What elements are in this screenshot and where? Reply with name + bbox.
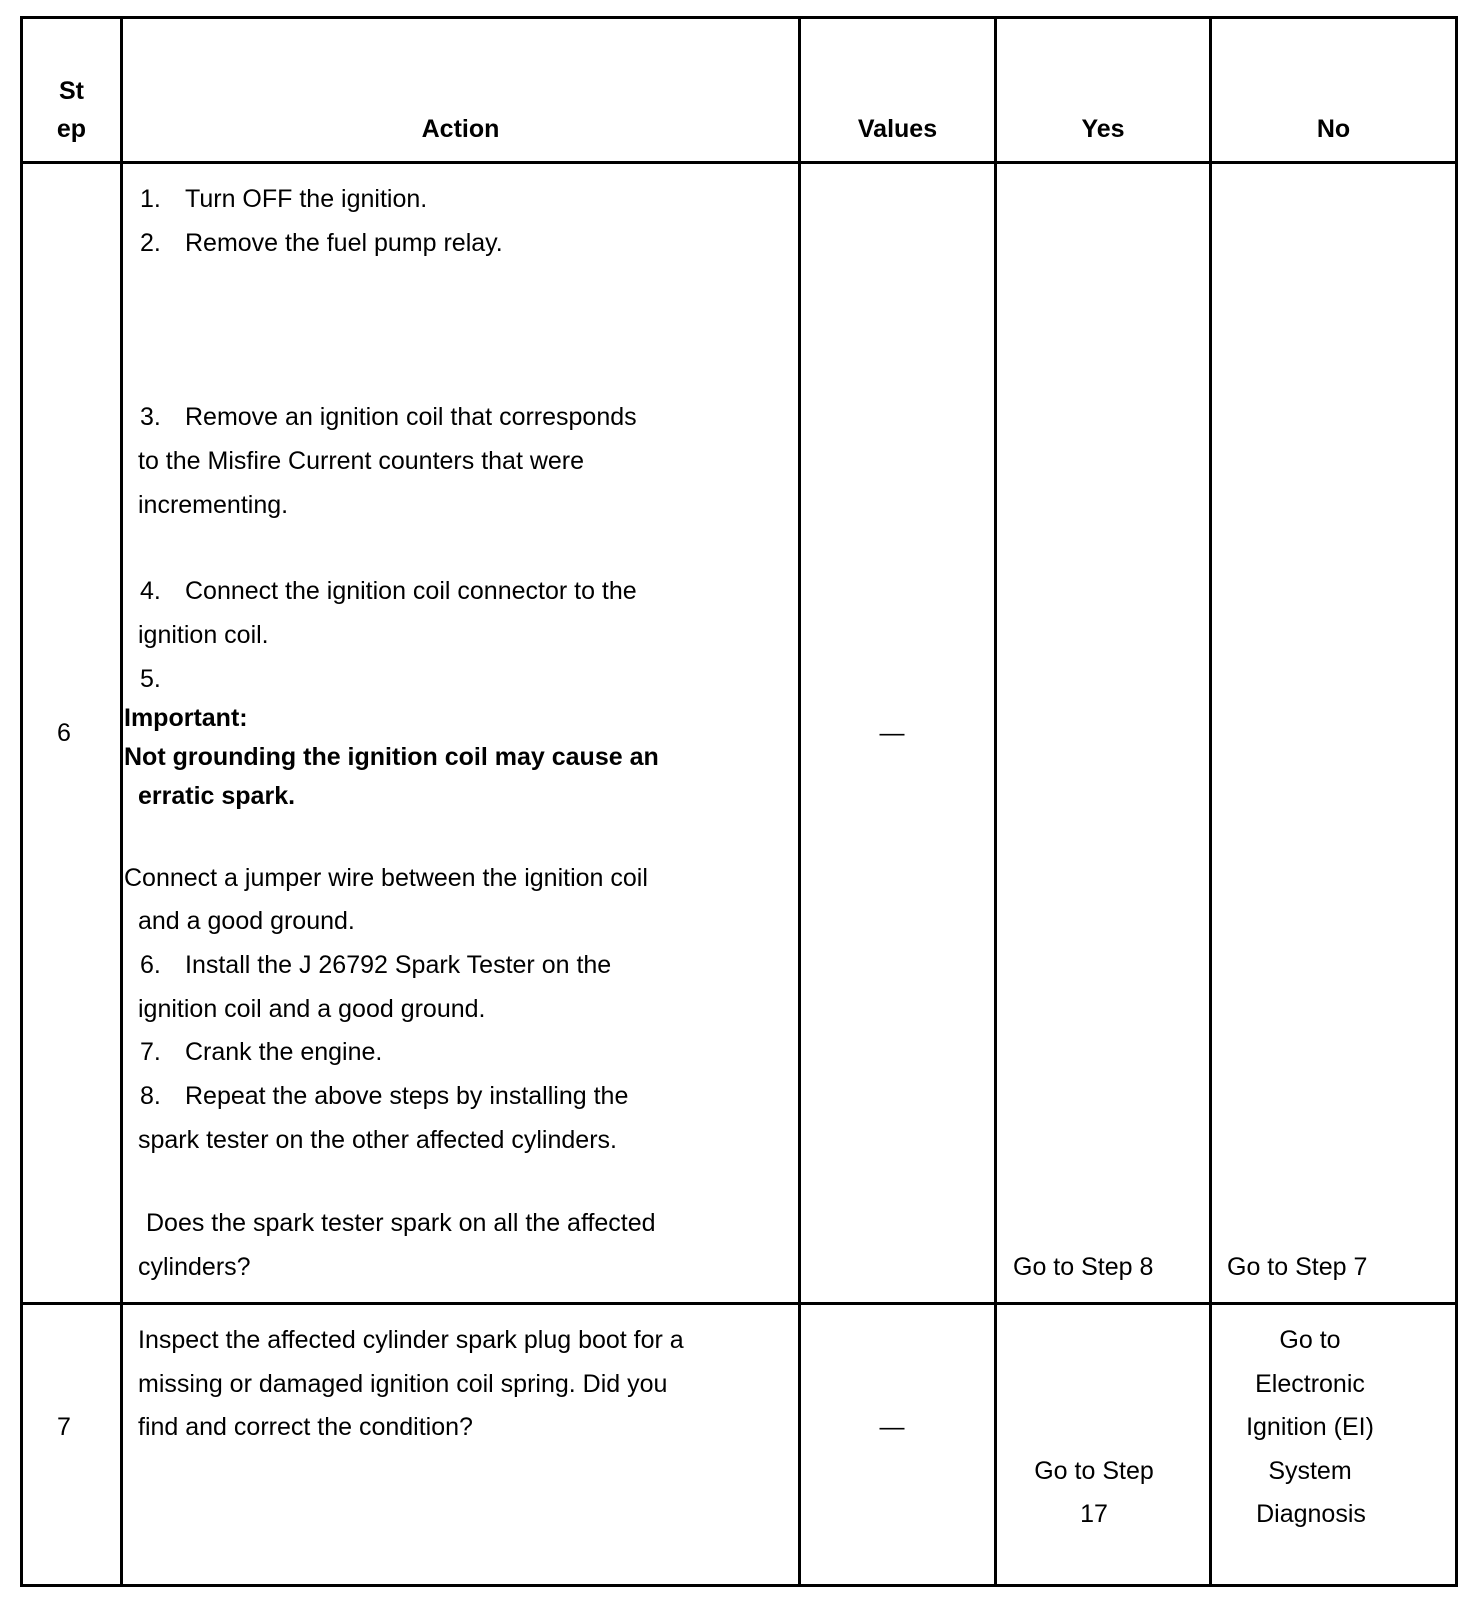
no-result: Electronic [1255,1370,1365,1398]
table-border-top [20,16,1458,19]
values-cell: — [879,1413,905,1441]
action-item-number: 7. [140,1038,161,1066]
header-no: No [1316,115,1351,143]
action-item-number: 5. [140,665,161,693]
column-divider [994,17,997,1586]
table-border-right [1455,17,1458,1586]
action-text: find and correct the condition? [138,1413,473,1441]
action-item-continued: and a good ground. [138,907,355,935]
column-divider [120,17,123,1586]
action-item-continued: to the Misfire Current counters that were [138,447,585,475]
header-yes: Yes [1081,115,1125,143]
action-item-continued: spark tester on the other affected cylinders. [138,1126,617,1154]
no-result: System [1268,1457,1352,1485]
no-result: Ignition (EI) [1246,1413,1374,1441]
diagnostic-question: cylinders? [138,1253,251,1281]
header-step [23,72,120,148]
action-item-number: 1. [140,185,161,213]
important-note: Not grounding the ignition coil may cause an [124,743,659,771]
step-number: 6 [57,719,71,747]
important-note: erratic spark. [138,782,296,810]
action-item: Crank the engine. [185,1038,383,1066]
action-item: Turn OFF the ignition. [185,185,428,213]
values-cell: — [879,719,905,747]
table-border-bottom [20,1584,1458,1587]
no-result: Go to Step 7 [1227,1253,1368,1281]
action-item: Connect the ignition coil connector to the [185,577,637,605]
yes-result: Go to Step 8 [1013,1253,1154,1281]
header-action: Action [421,115,500,143]
no-result: Diagnosis [1256,1500,1366,1528]
action-item: Repeat the above steps by installing the [185,1082,629,1110]
action-item: Install the J 26792 Spark Tester on the [185,951,612,979]
header-step-line2: ep [56,115,87,143]
action-text: missing or damaged ignition coil spring. Did you [138,1370,668,1398]
action-item-number: 6. [140,951,161,979]
action-item-continued: incrementing. [138,491,289,519]
action-item-number: 4. [140,577,161,605]
action-item-continued: ignition coil. [138,621,269,649]
action-item-continued: ignition coil and a good ground. [138,995,486,1023]
row-divider [20,1302,1458,1305]
yes-result: 17 [1080,1500,1108,1528]
action-item-number: 3. [140,403,161,431]
table-border-left [20,17,23,1586]
header-divider [20,161,1458,164]
action-item-number: 8. [140,1082,161,1110]
column-divider [798,17,801,1586]
important-label: Important: [124,704,248,732]
action-item-number: 2. [140,229,161,257]
header-step-line1: St [59,77,84,105]
header-values: Values [857,115,938,143]
action-item: Connect a jumper wire between the ignition coil [124,864,648,892]
action-item: Remove the fuel pump relay. [185,229,503,257]
yes-result: Go to Step [1034,1457,1154,1485]
no-result: Go to [1279,1326,1341,1354]
action-text: Inspect the affected cylinder spark plug boot for a [138,1326,684,1354]
step-number: 7 [57,1413,71,1441]
diagnostic-question: Does the spark tester spark on all the affected [146,1209,656,1237]
action-item: Remove an ignition coil that corresponds [185,403,637,431]
